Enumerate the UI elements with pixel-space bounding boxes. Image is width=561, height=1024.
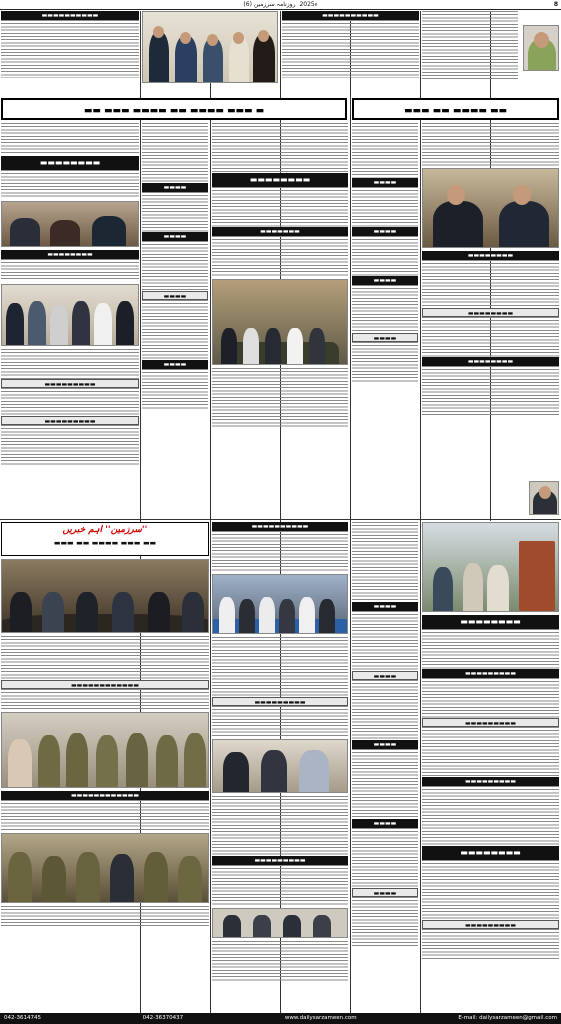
headline: ▬▬▬▬ xyxy=(142,232,208,241)
portrait-photo xyxy=(523,25,559,71)
article-text xyxy=(422,860,559,920)
masthead-date-line: روزنامہ سرزمین (6) xyxy=(243,1,296,8)
headline: ▬▬▬▬▬▬▬▬▬ xyxy=(212,856,348,865)
protest-photo xyxy=(212,574,348,634)
headline: ▬▬▬▬▬▬▬▬ xyxy=(422,308,559,317)
article-text xyxy=(1,20,139,78)
headline: ▬▬▬▬ xyxy=(142,360,208,369)
article-text xyxy=(212,637,348,697)
article-text xyxy=(352,342,418,382)
article-text xyxy=(1,170,139,198)
lead-headline: ▬ ▬▬▬ ▬▬▬▬ ▬▬ ▬▬▬▬ ▬▬▬ ▬▬ xyxy=(1,98,347,120)
column-5-mid xyxy=(422,123,559,416)
article-text xyxy=(352,749,418,819)
footer-website: www.dailysarzameen.com xyxy=(284,1015,357,1021)
headline: ▬▬▬▬ xyxy=(352,227,418,236)
column-3-mid xyxy=(212,123,348,428)
headline: ▬▬▬▬▬▬▬▬ xyxy=(422,615,559,629)
section-banner xyxy=(1,522,209,556)
news-photo xyxy=(1,201,139,247)
headline: ▬▬▬▬ xyxy=(352,888,418,897)
headline: ▬▬▬▬▬▬▬▬▬▬ xyxy=(212,522,348,531)
headline: ▬▬▬▬▬▬▬▬▬ xyxy=(212,697,348,706)
headline: ▬▬▬▬▬▬▬▬▬ xyxy=(1,379,139,388)
headline: ▬▬▬▬▬▬▬▬ xyxy=(212,173,348,187)
headline: ▬▬▬▬▬▬▬ xyxy=(212,227,348,236)
headline: ▬▬▬▬ xyxy=(352,740,418,749)
section-banner-subheadline: ▬▬ ▬▬▬ ▬▬▬▬ ▬▬ ▬▬▬ xyxy=(53,539,157,547)
article-text xyxy=(422,317,559,357)
article-text xyxy=(212,865,348,905)
portrait-photo xyxy=(529,481,559,515)
headline: ▬▬▬▬▬▬▬▬ xyxy=(1,156,139,170)
column-3 xyxy=(282,11,419,78)
column-2-mid xyxy=(142,123,208,409)
article-text xyxy=(422,11,518,81)
lead-headline-left xyxy=(1,98,347,120)
article-text xyxy=(142,192,208,232)
headline: ▬▬▬▬ xyxy=(142,183,208,192)
column-4-mid xyxy=(352,123,418,382)
meeting-photo xyxy=(212,279,348,365)
headline: ▬▬▬▬▬▬▬▬▬▬▬▬ xyxy=(1,791,209,800)
article-text xyxy=(422,123,559,168)
article-text xyxy=(142,123,208,183)
headline: ▬▬▬▬▬▬▬▬▬ xyxy=(422,718,559,727)
article-text xyxy=(1,388,139,416)
section-banner-title: ''سرزمین'' اہم خبریں xyxy=(62,525,148,535)
headline: ▬▬▬▬▬▬▬▬▬ xyxy=(422,777,559,786)
column-4 xyxy=(422,11,559,81)
article-text xyxy=(1,689,209,709)
article-text xyxy=(1,906,209,928)
article-text xyxy=(422,678,559,718)
headline: ▬▬▬▬▬▬▬▬▬▬▬▬ xyxy=(1,680,209,689)
column-mid-lower xyxy=(212,522,348,981)
column-rule xyxy=(210,11,211,1013)
footer-fax: 042-36370437 xyxy=(142,1015,184,1021)
column-2 xyxy=(142,11,278,83)
article-text xyxy=(352,187,418,227)
headline: ▬▬▬▬▬▬▬▬▬ xyxy=(1,416,139,425)
article-text xyxy=(212,187,348,227)
article-text xyxy=(352,285,418,333)
column-left-lower xyxy=(1,559,209,928)
headline: ▬▬▬▬▬▬▬▬ xyxy=(422,846,559,860)
masthead-date: 2025ء xyxy=(299,1,318,8)
article-text xyxy=(212,368,348,428)
article-text xyxy=(422,786,559,846)
article-text xyxy=(212,123,348,173)
article-text xyxy=(212,941,348,981)
article-text xyxy=(352,611,418,671)
column-rule xyxy=(350,11,351,1013)
article-text xyxy=(212,706,348,736)
article-text xyxy=(212,531,348,571)
column-rule xyxy=(420,11,421,1013)
headline: ▬▬▬▬ xyxy=(352,602,418,611)
headline: ▬▬▬▬ xyxy=(352,276,418,285)
footer-bar xyxy=(0,1013,561,1024)
footer-email: E-mail: dailysarzameen@gmail.com xyxy=(458,1015,557,1021)
headline: ▬▬▬▬▬▬▬▬ xyxy=(422,251,559,260)
article-text xyxy=(422,366,559,416)
headline: ▬▬▬▬ xyxy=(352,178,418,187)
section-rule xyxy=(0,519,561,520)
official-photo xyxy=(422,168,559,248)
newspaper-page xyxy=(0,11,561,1013)
article-text xyxy=(212,236,348,276)
article-text xyxy=(142,300,208,360)
article-text xyxy=(422,260,559,308)
column-1-mid xyxy=(1,123,139,465)
field-photo xyxy=(422,522,559,612)
news-photo xyxy=(212,908,348,938)
article-text xyxy=(422,727,559,777)
news-photo xyxy=(1,284,139,346)
article-text xyxy=(1,636,209,680)
article-text xyxy=(1,425,139,465)
meeting-photo xyxy=(1,559,209,633)
footer-phone: 042-3614745 xyxy=(4,1015,41,1021)
article-text xyxy=(352,828,418,888)
police-photo xyxy=(1,712,209,788)
article-text xyxy=(422,929,559,959)
article-text xyxy=(1,349,139,379)
headline: ▬▬▬▬▬▬▬▬▬▬ xyxy=(1,11,139,20)
article-text xyxy=(142,369,208,409)
headline: ▬▬▬▬ xyxy=(352,333,418,342)
headline: ▬▬▬▬▬▬▬▬ xyxy=(422,357,559,366)
masthead-strip xyxy=(0,0,561,10)
headline: ▬▬▬▬ xyxy=(352,671,418,680)
article-text xyxy=(352,236,418,276)
column-4-lower xyxy=(352,522,418,947)
column-1 xyxy=(1,11,139,78)
article-text xyxy=(212,796,348,856)
police-photo xyxy=(1,833,209,903)
article-text xyxy=(1,123,139,153)
article-text xyxy=(1,800,209,830)
article-text xyxy=(352,680,418,740)
lead-headline: ▬▬ ▬▬▬▬ ▬▬ ▬▬▬ xyxy=(352,98,559,120)
article-text xyxy=(282,20,419,78)
article-text xyxy=(1,259,139,281)
column-5-lower xyxy=(422,522,559,959)
headline: ▬▬▬▬▬▬▬▬ xyxy=(1,250,139,259)
headline: ▬▬▬▬▬▬▬▬▬▬ xyxy=(282,11,419,20)
article-text xyxy=(422,629,559,669)
ceremony-photo xyxy=(212,739,348,793)
headline: ▬▬▬▬▬▬▬▬▬ xyxy=(422,920,559,929)
article-text xyxy=(142,241,208,291)
article-text xyxy=(352,522,418,602)
headline: ▬▬▬▬ xyxy=(352,819,418,828)
article-text xyxy=(352,897,418,947)
lead-headline-right xyxy=(352,98,559,120)
headline: ▬▬▬▬▬▬▬▬▬ xyxy=(422,669,559,678)
article-text xyxy=(352,123,418,178)
page-number: 8 xyxy=(553,1,558,8)
headline: ▬▬▬▬ xyxy=(142,291,208,300)
news-photo xyxy=(142,11,278,83)
